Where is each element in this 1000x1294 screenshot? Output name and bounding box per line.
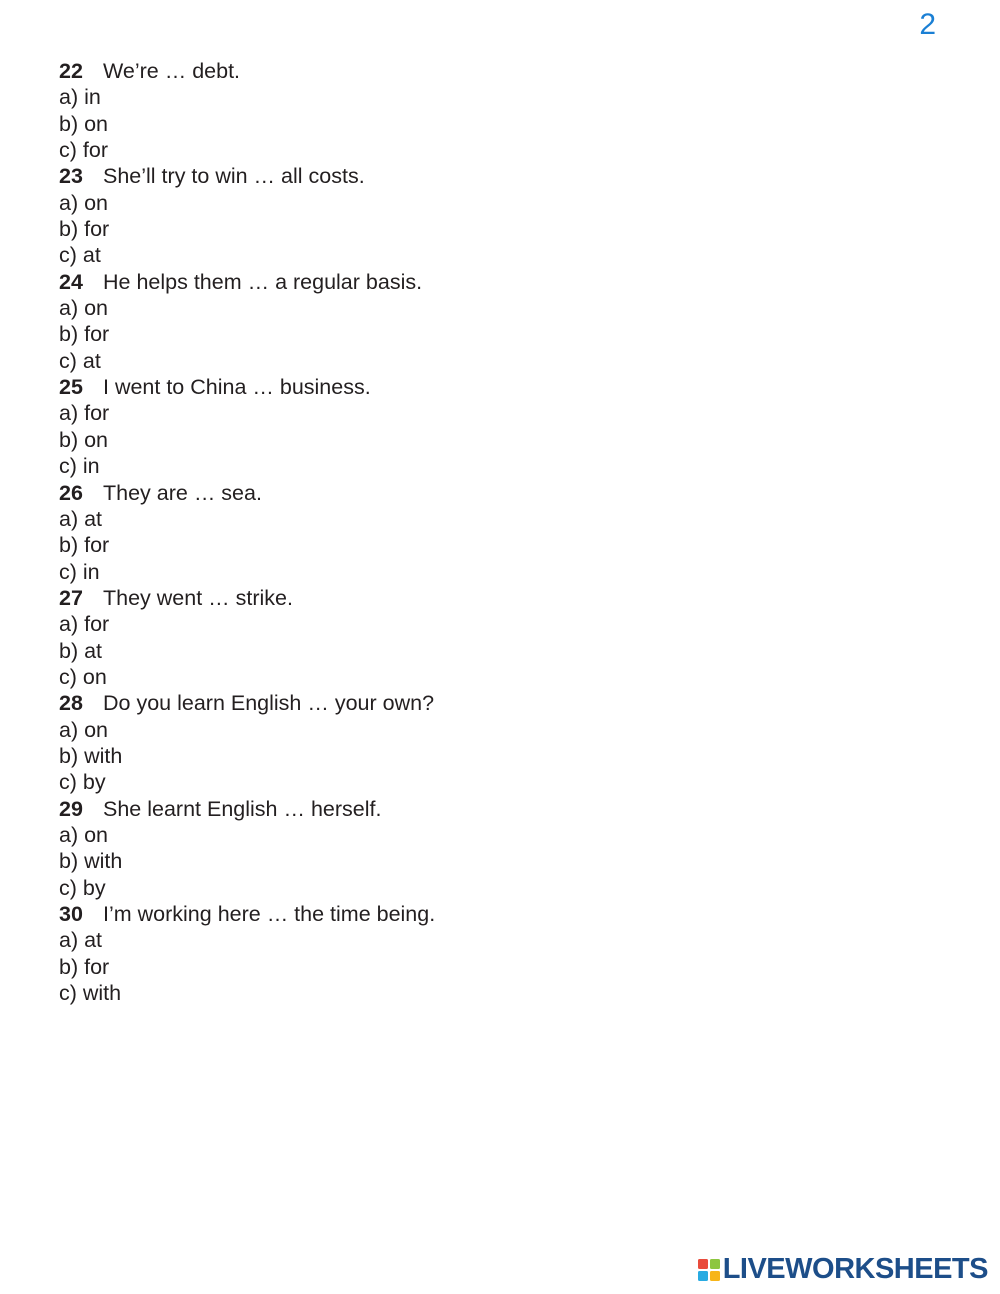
answer-options bbox=[59, 506, 759, 585]
answer-option-c[interactable]: c) for bbox=[59, 138, 108, 163]
answer-option-b[interactable]: b) for bbox=[59, 954, 110, 979]
question-list bbox=[59, 58, 759, 1006]
question-text: We’re … debt. bbox=[103, 59, 241, 83]
question-number: 24 bbox=[59, 269, 83, 294]
question-number: 30 bbox=[59, 902, 83, 926]
answer-options bbox=[59, 84, 759, 163]
answer-option-b[interactable]: b) for bbox=[59, 533, 110, 558]
answer-option-c[interactable]: c) by bbox=[59, 770, 106, 795]
answer-option-a[interactable]: a) at bbox=[59, 928, 103, 953]
answer-option-c[interactable]: c) in bbox=[59, 454, 100, 479]
answer-option-b[interactable]: b) for bbox=[59, 217, 110, 242]
answer-options bbox=[59, 927, 759, 1006]
answer-options bbox=[59, 190, 759, 269]
answer-options bbox=[59, 400, 759, 479]
question-23 bbox=[59, 163, 759, 268]
liveworksheets-logo[interactable] bbox=[698, 1255, 988, 1284]
answer-option-a[interactable]: a) in bbox=[59, 85, 101, 110]
question-26 bbox=[59, 480, 759, 585]
answer-option-b[interactable]: b) for bbox=[59, 322, 110, 347]
question-text: They are … sea. bbox=[103, 480, 262, 505]
question-25 bbox=[59, 374, 759, 479]
question-stem bbox=[59, 901, 759, 927]
question-number: 29 bbox=[59, 796, 83, 821]
answer-option-a[interactable]: a) on bbox=[59, 822, 109, 847]
answer-option-c[interactable]: c) by bbox=[59, 875, 106, 900]
liveworksheets-logo-text: LIVEWORKSHEETS bbox=[722, 1253, 988, 1285]
answer-option-a[interactable]: a) for bbox=[59, 401, 110, 426]
answer-option-c[interactable]: c) at bbox=[59, 243, 101, 268]
answer-option-c[interactable]: c) on bbox=[59, 664, 107, 689]
answer-option-b[interactable]: b) with bbox=[59, 849, 123, 874]
answer-options bbox=[59, 611, 759, 690]
question-text: I’m working here … the time being. bbox=[103, 902, 436, 926]
answer-option-a[interactable]: a) on bbox=[59, 190, 109, 215]
question-text: She’ll try to win … all costs. bbox=[103, 164, 365, 189]
question-24 bbox=[59, 269, 759, 374]
answer-option-c[interactable]: c) with bbox=[59, 981, 122, 1006]
question-stem bbox=[59, 585, 759, 611]
answer-option-c[interactable]: c) in bbox=[59, 559, 100, 584]
question-text: Do you learn English … your own? bbox=[103, 691, 435, 716]
question-number: 22 bbox=[59, 59, 83, 83]
question-text: I went to China … business. bbox=[103, 375, 371, 400]
question-stem bbox=[59, 480, 759, 506]
answer-option-b[interactable]: b) at bbox=[59, 638, 103, 663]
question-stem bbox=[59, 58, 759, 84]
answer-options bbox=[59, 822, 759, 901]
answer-option-a[interactable]: a) on bbox=[59, 296, 109, 321]
question-number: 28 bbox=[59, 691, 83, 716]
answer-option-b[interactable]: b) on bbox=[59, 427, 109, 452]
question-22 bbox=[59, 58, 759, 163]
question-stem bbox=[59, 163, 759, 189]
question-stem bbox=[59, 796, 759, 822]
liveworksheets-logo-icon bbox=[698, 1259, 720, 1281]
question-30 bbox=[59, 901, 759, 1006]
question-text: He helps them … a regular basis. bbox=[103, 269, 423, 294]
answer-option-a[interactable]: a) for bbox=[59, 612, 110, 637]
question-stem bbox=[59, 690, 759, 716]
page-number: 2 bbox=[919, 8, 936, 41]
question-28 bbox=[59, 690, 759, 795]
answer-options bbox=[59, 717, 759, 796]
answer-option-b[interactable]: b) with bbox=[59, 743, 123, 768]
answer-option-a[interactable]: a) on bbox=[59, 717, 109, 742]
answer-option-a[interactable]: a) at bbox=[59, 506, 103, 531]
question-27 bbox=[59, 585, 759, 690]
question-number: 26 bbox=[59, 480, 83, 505]
answer-option-c[interactable]: c) at bbox=[59, 348, 101, 373]
question-stem bbox=[59, 374, 759, 400]
question-stem bbox=[59, 269, 759, 295]
question-number: 25 bbox=[59, 375, 83, 400]
answer-options bbox=[59, 295, 759, 374]
question-text: They went … strike. bbox=[103, 585, 293, 610]
question-number: 27 bbox=[59, 585, 83, 610]
question-29 bbox=[59, 796, 759, 901]
question-text: She learnt English … herself. bbox=[103, 796, 382, 821]
answer-option-b[interactable]: b) on bbox=[59, 111, 109, 136]
question-number: 23 bbox=[59, 164, 83, 189]
